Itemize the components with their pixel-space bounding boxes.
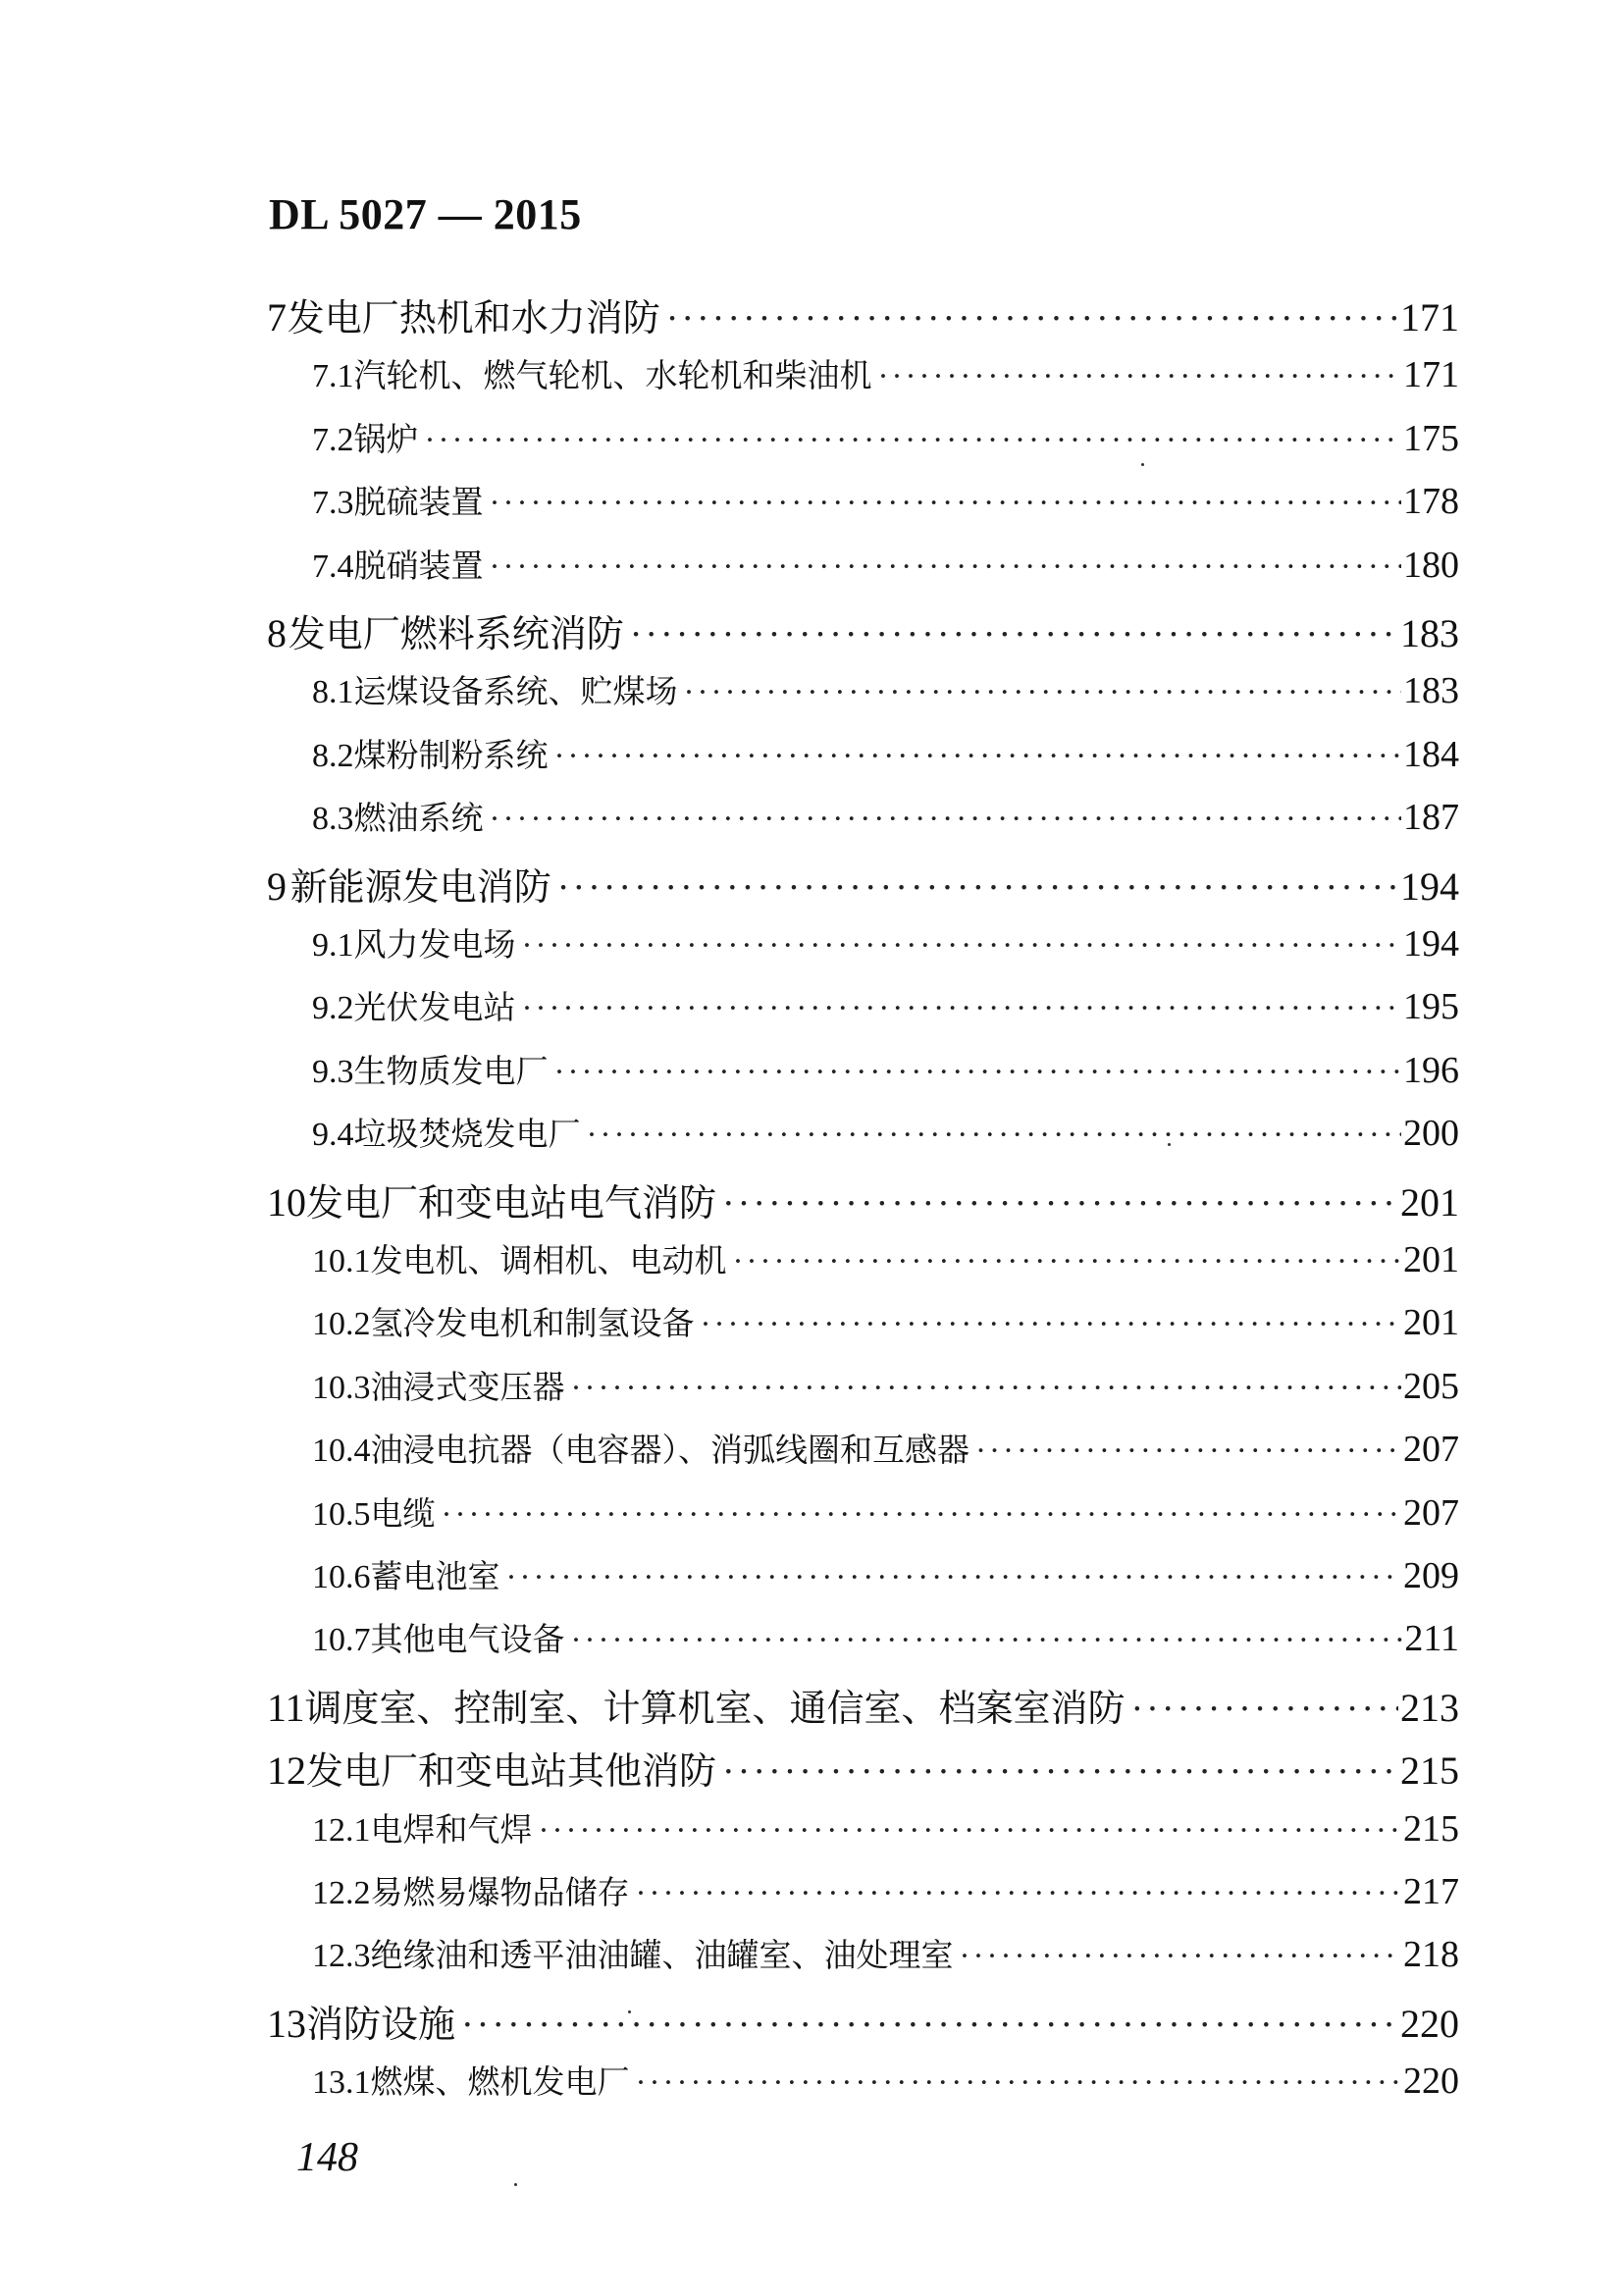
toc-entry-section-9-2[interactable]: [312, 982, 1459, 1037]
entry-page-number: 183: [1400, 611, 1459, 655]
dot-leader: [701, 1307, 1402, 1343]
scan-speck: [1168, 1143, 1171, 1146]
entry-title: 电缆: [370, 1493, 436, 1533]
entry-number: 7: [267, 295, 287, 339]
dot-leader: [490, 549, 1402, 586]
entry-number: 13: [267, 2001, 306, 2046]
entry-number: 7.4: [312, 548, 354, 585]
dot-leader: [425, 423, 1402, 459]
toc-entry-section-10-5[interactable]: [312, 1488, 1459, 1543]
entry-title: 绝缘油和透平油油罐、油罐室、油处理室: [370, 1936, 954, 1975]
toc-entry-chapter-10[interactable]: [267, 1173, 1459, 1227]
entry-title: 发电厂和变电站电气消防: [306, 1180, 717, 1225]
entry-number: 7.1: [312, 358, 354, 395]
dot-leader: [557, 866, 1398, 910]
entry-number: 10.7: [312, 1622, 371, 1659]
toc-entry-section-7-3[interactable]: [312, 477, 1459, 532]
toc-entry-chapter-11[interactable]: [267, 1678, 1459, 1733]
entry-number: 9.2: [312, 990, 354, 1027]
entry-number: 9.3: [312, 1053, 354, 1090]
toc-entry-section-7-1[interactable]: [312, 350, 1459, 405]
dot-leader: [506, 1560, 1402, 1596]
dot-leader: [666, 297, 1398, 340]
entry-title: 油浸电抗器（电容器）、消弧线圈和互感器: [370, 1431, 969, 1470]
dot-leader: [554, 739, 1402, 775]
entry-number: 11: [267, 1685, 305, 1730]
toc-entry-chapter-7[interactable]: [267, 287, 1459, 342]
entry-page-number: 171: [1403, 354, 1459, 396]
dot-leader: [722, 1750, 1398, 1794]
entry-title: 运煤设备系统、贮煤场: [353, 672, 678, 711]
entry-number: 8.2: [312, 737, 354, 774]
entry-page-number: 201: [1403, 1302, 1459, 1344]
entry-number: 9.1: [312, 927, 354, 964]
entry-number: 10.1: [312, 1243, 371, 1279]
dot-leader: [539, 1813, 1402, 1850]
toc-entry-section-8-2[interactable]: [312, 730, 1459, 785]
toc-entry-section-10-7[interactable]: [312, 1614, 1459, 1669]
entry-number: 13.1: [312, 2064, 371, 2102]
entry-title: 调度室、控制室、计算机室、通信室、档案室消防: [304, 1686, 1126, 1730]
entry-title: 垃圾焚烧发电厂: [353, 1115, 581, 1154]
dot-leader: [684, 675, 1402, 711]
entry-title: 新能源发电消防: [289, 864, 551, 909]
toc-entry-section-9-1[interactable]: [312, 919, 1459, 974]
entry-number: 12.1: [312, 1811, 371, 1849]
entry-number: 12: [267, 1748, 306, 1794]
entry-title: 汽轮机、燃气轮机、水轮机和柴油机: [353, 356, 872, 395]
dot-leader: [975, 1434, 1401, 1470]
entry-page-number: 175: [1403, 417, 1459, 459]
entry-page-number: 180: [1403, 544, 1459, 586]
dot-leader: [722, 1182, 1398, 1226]
scan-speck: [628, 2010, 631, 2013]
entry-number: 9: [267, 863, 287, 909]
entry-title: 燃油系统: [353, 799, 484, 838]
entry-number: 8: [267, 611, 287, 655]
dot-leader: [461, 2004, 1398, 2047]
toc-entry-section-12-1[interactable]: [312, 1804, 1459, 1859]
entry-title: 发电厂热机和水力消防: [287, 296, 660, 339]
entry-title: 风力发电场: [353, 925, 516, 964]
toc-entry-section-10-2[interactable]: [312, 1298, 1459, 1353]
toc-entry-section-10-6[interactable]: [312, 1551, 1459, 1606]
entry-page-number: 201: [1403, 1239, 1459, 1280]
entry-page-number: 215: [1403, 1807, 1459, 1850]
dot-leader: [571, 1623, 1403, 1659]
entry-page-number: 213: [1400, 1685, 1459, 1730]
entry-page-number: 218: [1403, 1934, 1459, 1976]
dot-leader: [587, 1118, 1402, 1154]
entry-title: 锅炉: [353, 419, 419, 458]
toc-entry-section-8-3[interactable]: [312, 793, 1459, 848]
entry-page-number: 215: [1400, 1748, 1459, 1794]
entry-page-number: 171: [1400, 295, 1459, 339]
toc-entry-section-10-1[interactable]: [312, 1235, 1459, 1290]
entry-page-number: 183: [1403, 670, 1459, 712]
entry-page-number: 217: [1403, 1871, 1459, 1912]
entry-number: 10.6: [312, 1559, 371, 1595]
toc-entry-section-10-4[interactable]: [312, 1425, 1459, 1480]
entry-number: 8.1: [312, 674, 354, 711]
entry-title: 脱硝装置: [353, 546, 484, 585]
toc-entry-section-7-4[interactable]: [312, 541, 1459, 596]
entry-title: 氢冷发电机和制氢设备: [370, 1304, 695, 1343]
toc-entry-section-12-2[interactable]: [312, 1867, 1459, 1922]
toc-entry-section-9-4[interactable]: [312, 1109, 1459, 1164]
entry-number: 10.5: [312, 1495, 371, 1533]
scan-speck: [1141, 463, 1144, 466]
entry-title: 脱硫装置: [353, 483, 484, 522]
entry-number: 12.3: [312, 1938, 371, 1975]
toc-entry-section-10-3[interactable]: [312, 1362, 1459, 1417]
entry-number: 10.4: [312, 1433, 371, 1470]
entry-number: 7.2: [312, 421, 354, 458]
dot-leader: [442, 1497, 1402, 1534]
dot-leader: [554, 1055, 1402, 1091]
entry-title: 燃煤、燃机发电厂: [370, 2062, 630, 2102]
dot-leader: [522, 928, 1402, 965]
toc-entry-chapter-13[interactable]: [267, 1994, 1459, 2049]
toc-entry-section-8-1[interactable]: [312, 666, 1459, 721]
entry-number: 7.3: [312, 485, 354, 522]
dot-leader: [490, 486, 1402, 522]
toc-entry-section-9-3[interactable]: [312, 1046, 1459, 1101]
entry-title: 易燃易爆物品储存: [370, 1873, 630, 1911]
toc-entry-section-13-1[interactable]: [312, 2057, 1459, 2112]
entry-title: 生物质发电厂: [353, 1051, 549, 1090]
dot-leader: [878, 359, 1402, 395]
entry-number: 10.2: [312, 1306, 371, 1343]
entry-page-number: 209: [1403, 1555, 1459, 1596]
dot-leader: [571, 1371, 1402, 1407]
toc-entry-chapter-9[interactable]: [267, 857, 1459, 912]
entry-page-number: 205: [1403, 1365, 1459, 1407]
entry-number: 12.2: [312, 1875, 371, 1911]
entry-page-number: 194: [1400, 863, 1459, 909]
dot-leader: [522, 991, 1402, 1027]
entry-title: 油浸式变压器: [370, 1367, 565, 1406]
entry-title: 煤粉制粉系统: [353, 735, 549, 774]
entry-page-number: 184: [1403, 733, 1459, 775]
dot-leader: [733, 1244, 1402, 1280]
entry-page-number: 220: [1400, 2001, 1459, 2046]
entry-title: 电焊和气焊: [370, 1809, 533, 1849]
toc-entry-section-12-3[interactable]: [312, 1930, 1459, 1985]
dot-leader: [1131, 1688, 1398, 1731]
entry-page-number: 200: [1403, 1113, 1459, 1155]
entry-number: 10.3: [312, 1369, 371, 1406]
entry-page-number: 207: [1403, 1491, 1459, 1534]
entry-title: 发电厂和变电站其他消防: [306, 1749, 717, 1794]
toc-entry-chapter-12[interactable]: [267, 1741, 1459, 1796]
page-number-footer: 148: [296, 2135, 358, 2180]
toc-entry-section-7-2[interactable]: [312, 414, 1459, 469]
entry-page-number: 178: [1403, 481, 1459, 523]
entry-page-number: 220: [1403, 2060, 1459, 2103]
toc-entry-chapter-8[interactable]: [267, 603, 1459, 658]
entry-page-number: 195: [1403, 986, 1459, 1028]
entry-title: 消防设施: [306, 2002, 456, 2046]
entry-page-number: 201: [1400, 1179, 1459, 1225]
entry-title: 发电机、调相机、电动机: [370, 1241, 727, 1279]
entry-number: 10: [267, 1179, 306, 1225]
entry-page-number: 187: [1403, 797, 1459, 839]
entry-title: 发电厂燃料系统消防: [288, 612, 624, 655]
dot-leader: [636, 2065, 1402, 2102]
standard-code-header: DL 5027 — 2015: [269, 190, 582, 238]
entry-page-number: 194: [1403, 923, 1459, 965]
entry-page-number: 196: [1403, 1049, 1459, 1091]
scan-speck: [514, 2183, 517, 2186]
entry-title: 光伏发电站: [353, 988, 516, 1027]
entry-number: 9.4: [312, 1117, 354, 1154]
dot-leader: [490, 802, 1402, 838]
dot-leader: [630, 613, 1398, 656]
entry-number: 8.3: [312, 801, 354, 838]
entry-page-number: 211: [1404, 1618, 1459, 1660]
dot-leader: [960, 1939, 1402, 1975]
entry-title: 其他电气设备: [370, 1620, 565, 1659]
dot-leader: [636, 1876, 1402, 1912]
entry-page-number: 207: [1403, 1429, 1459, 1471]
entry-title: 蓄电池室: [370, 1557, 500, 1595]
